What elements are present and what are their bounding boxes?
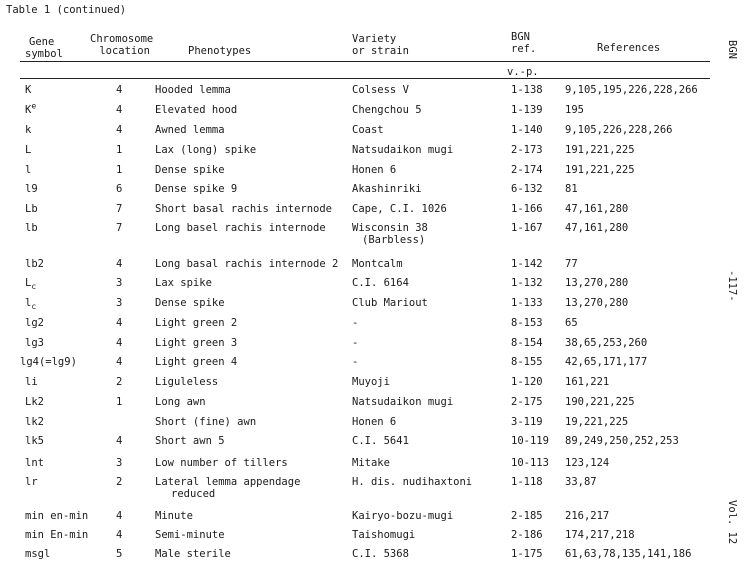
gene-symbol: lg3	[25, 337, 44, 349]
table-row	[0, 222, 750, 252]
phenotype: Awned lemma	[155, 124, 225, 136]
bgn-ref: 1-120	[511, 376, 543, 388]
table-row	[0, 144, 750, 162]
gene-symbol: l9	[25, 183, 38, 195]
table-row	[0, 529, 750, 547]
table-row	[0, 510, 750, 528]
gene-symbol	[25, 277, 37, 292]
bgn-ref: 2-186	[511, 529, 543, 541]
table-row	[0, 457, 750, 475]
chromosome-location: 3	[116, 297, 123, 309]
header-variety-line2: or strain	[352, 45, 409, 57]
phenotype: Long basal rachis internode 2	[155, 258, 339, 270]
side-label-page: -117-	[726, 270, 738, 302]
bgn-ref: 2-185	[511, 510, 543, 522]
header-rule-top	[20, 61, 710, 62]
phenotype: Short basal rachis internode	[155, 203, 333, 215]
phenotype: Dense spike	[155, 297, 225, 309]
variety: Muyoji	[352, 376, 390, 388]
chromosome-location: 1	[116, 144, 123, 156]
phenotype: Hooded lemma	[155, 84, 231, 96]
references: 81	[565, 183, 578, 195]
variety: Cape, C.I. 1026	[352, 203, 447, 215]
chromosome-location: 7	[116, 203, 123, 215]
table-row	[0, 258, 750, 276]
phenotype	[155, 476, 300, 500]
bgn-ref: 1-175	[511, 548, 543, 560]
references: 65	[565, 317, 578, 329]
phenotype-line1: Lateral lemma appendage	[155, 476, 301, 488]
references: 216,217	[565, 510, 610, 522]
gene-symbol	[25, 101, 37, 116]
variety: Honen 6	[352, 416, 397, 428]
bgn-ref: 2-173	[511, 144, 543, 156]
references: 13,270,280	[565, 277, 629, 289]
header-bgn-line2: ref.	[511, 43, 537, 55]
gene-symbol: K	[25, 84, 32, 96]
references: 89,249,250,252,253	[565, 435, 679, 447]
bgn-ref: 1-142	[511, 258, 543, 270]
references: 19,221,225	[565, 416, 629, 428]
table-row	[0, 277, 750, 295]
gene-symbol-subscript: c	[31, 282, 37, 292]
gene-symbol: Lb	[25, 203, 38, 215]
header-chromosome-line1: Chromosome	[90, 33, 154, 45]
bgn-ref: 1-132	[511, 277, 543, 289]
table-row	[0, 164, 750, 182]
gene-symbol: lg4(=lg9)	[20, 356, 77, 368]
table-row	[0, 376, 750, 394]
variety: Mitake	[352, 457, 390, 469]
header-variety	[352, 33, 409, 57]
header-variety-line1: Variety	[352, 33, 397, 45]
references: 47,161,280	[565, 203, 629, 215]
references: 123,124	[565, 457, 610, 469]
phenotype: Male sterile	[155, 548, 231, 560]
bgn-ref: 1-133	[511, 297, 543, 309]
variety: Akashinriki	[352, 183, 422, 195]
chromosome-location: 4	[116, 258, 123, 270]
chromosome-location: 4	[116, 510, 123, 522]
header-chromosome-line2: location	[99, 45, 150, 57]
chromosome-location: 1	[116, 164, 123, 176]
bgn-ref: 1-166	[511, 203, 543, 215]
references: 191,221,225	[565, 144, 635, 156]
chromosome-location: 1	[116, 396, 123, 408]
variety: -	[352, 317, 359, 329]
bgn-ref: 1-167	[511, 222, 543, 234]
references: 13,270,280	[565, 297, 629, 309]
bgn-ref: 10-113	[511, 457, 549, 469]
gene-symbol-base: l	[25, 297, 32, 309]
gene-symbol: min en-min	[25, 510, 89, 522]
table-row	[0, 337, 750, 355]
phenotype-line2: reduced	[171, 488, 216, 500]
phenotype: Minute	[155, 510, 193, 522]
gene-symbol-subscript: c	[31, 302, 37, 312]
gene-symbol	[25, 297, 37, 312]
side-label-bgn: BGN	[726, 40, 738, 59]
table-row	[0, 124, 750, 142]
references: 174,217,218	[565, 529, 635, 541]
references: 42,65,171,177	[565, 356, 648, 368]
header-gene-symbol	[25, 36, 63, 60]
table-row	[0, 317, 750, 335]
variety: Club Mariout	[352, 297, 428, 309]
table-row	[0, 297, 750, 315]
variety: -	[352, 337, 359, 349]
bgn-ref: 2-175	[511, 396, 543, 408]
gene-symbol-superscript: e	[31, 101, 37, 111]
variety-line1: Wisconsin 38	[352, 222, 428, 234]
gene-symbol: lnt	[25, 457, 44, 469]
gene-symbol: Lk2	[25, 396, 44, 408]
chromosome-location: 4	[116, 124, 123, 136]
table-row	[0, 84, 750, 102]
phenotype: Short awn 5	[155, 435, 225, 447]
gene-symbol: lg2	[25, 317, 44, 329]
header-gene-line2: symbol	[25, 48, 63, 60]
table-row	[0, 548, 750, 566]
gene-symbol: lr	[25, 476, 38, 488]
table-row	[0, 183, 750, 201]
chromosome-location: 4	[116, 104, 123, 116]
variety: Coast	[352, 124, 384, 136]
header-bgn-ref	[511, 31, 536, 55]
gene-symbol-base: K	[25, 104, 32, 116]
bgn-ref: 1-140	[511, 124, 543, 136]
header-bgn-line1: BGN	[511, 31, 530, 43]
gene-symbol-base: L	[25, 277, 32, 289]
references: 38,65,253,260	[565, 337, 648, 349]
variety: C.I. 6164	[352, 277, 409, 289]
bgn-ref: 2-174	[511, 164, 543, 176]
references: 33,87	[565, 476, 597, 488]
table-row	[0, 476, 750, 506]
variety: Natsudaikon mugi	[352, 144, 454, 156]
header-chromosome	[90, 33, 153, 57]
references: 195	[565, 104, 584, 116]
side-label-volume: Vol. 12	[726, 500, 738, 545]
variety: H. dis. nudihaxtoni	[352, 476, 473, 488]
phenotype: Long basel rachis internode	[155, 222, 326, 234]
variety	[352, 222, 428, 246]
table-row	[0, 356, 750, 374]
phenotype: Short (fine) awn	[155, 416, 257, 428]
variety: Natsudaikon mugi	[352, 396, 454, 408]
chromosome-location: 6	[116, 183, 123, 195]
table-row	[0, 435, 750, 453]
gene-symbol: l	[25, 164, 32, 176]
chromosome-location: 4	[116, 317, 123, 329]
bgn-ref: 1-139	[511, 104, 543, 116]
bgn-ref: 6-132	[511, 183, 543, 195]
header-gene-line1: Gene	[29, 36, 55, 48]
header-phenotypes: Phenotypes	[188, 45, 252, 57]
gene-symbol: min En-min	[25, 529, 89, 541]
references: 9,105,195,226,228,266	[565, 84, 698, 96]
references: 47,161,280	[565, 222, 629, 234]
gene-symbol: li	[25, 376, 38, 388]
variety: Honen 6	[352, 164, 397, 176]
chromosome-location: 4	[116, 356, 123, 368]
table-row	[0, 101, 750, 122]
phenotype: Dense spike	[155, 164, 225, 176]
references: 191,221,225	[565, 164, 635, 176]
bgn-ref: 8-155	[511, 356, 543, 368]
variety: Kairyo-bozu-mugi	[352, 510, 454, 522]
bgn-ref: 1-118	[511, 476, 543, 488]
variety: C.I. 5641	[352, 435, 409, 447]
references: 9,105,226,228,266	[565, 124, 673, 136]
gene-symbol: k	[25, 124, 32, 136]
chromosome-location: 4	[116, 435, 123, 447]
chromosome-location: 3	[116, 457, 123, 469]
bgn-ref: 10-119	[511, 435, 549, 447]
bgn-ref: 8-154	[511, 337, 543, 349]
variety: Taishomugi	[352, 529, 416, 541]
phenotype: Semi-minute	[155, 529, 225, 541]
variety: Montcalm	[352, 258, 403, 270]
chromosome-location: 2	[116, 476, 123, 488]
phenotype: Dense spike 9	[155, 183, 238, 195]
phenotype: Liguleless	[155, 376, 219, 388]
phenotype: Long awn	[155, 396, 206, 408]
chromosome-location: 2	[116, 376, 123, 388]
bgn-ref: 1-138	[511, 84, 543, 96]
phenotype: Lax (long) spike	[155, 144, 257, 156]
gene-symbol: lb2	[25, 258, 44, 270]
variety-line2: (Barbless)	[362, 234, 426, 246]
gene-symbol: msgl	[25, 548, 51, 560]
header-rule-bottom	[20, 78, 710, 79]
header-vp: v.-p.	[507, 66, 539, 78]
chromosome-location: 5	[116, 548, 123, 560]
table-row	[0, 203, 750, 221]
variety: Colsess V	[352, 84, 409, 96]
references: 61,63,78,135,141,186	[565, 548, 692, 560]
variety: Chengchou 5	[352, 104, 422, 116]
bgn-ref: 8-153	[511, 317, 543, 329]
chromosome-location: 4	[116, 337, 123, 349]
table-row	[0, 416, 750, 434]
references: 77	[565, 258, 578, 270]
gene-symbol: L	[25, 144, 32, 156]
phenotype: Light green 3	[155, 337, 238, 349]
phenotype: Low number of tillers	[155, 457, 288, 469]
bgn-ref: 3-119	[511, 416, 543, 428]
phenotype: Light green 4	[155, 356, 238, 368]
header-references: References	[597, 42, 661, 54]
phenotype: Lax spike	[155, 277, 212, 289]
chromosome-location: 4	[116, 84, 123, 96]
chromosome-location: 3	[116, 277, 123, 289]
table-row	[0, 396, 750, 414]
gene-symbol: lk5	[25, 435, 44, 447]
references: 190,221,225	[565, 396, 635, 408]
table-caption: Table 1 (continued)	[6, 4, 127, 16]
variety: -	[352, 356, 359, 368]
phenotype: Light green 2	[155, 317, 238, 329]
gene-symbol: lk2	[25, 416, 44, 428]
phenotype: Elevated hood	[155, 104, 238, 116]
gene-symbol: lb	[25, 222, 38, 234]
chromosome-location: 7	[116, 222, 123, 234]
chromosome-location: 4	[116, 529, 123, 541]
variety: C.I. 5368	[352, 548, 409, 560]
references: 161,221	[565, 376, 610, 388]
